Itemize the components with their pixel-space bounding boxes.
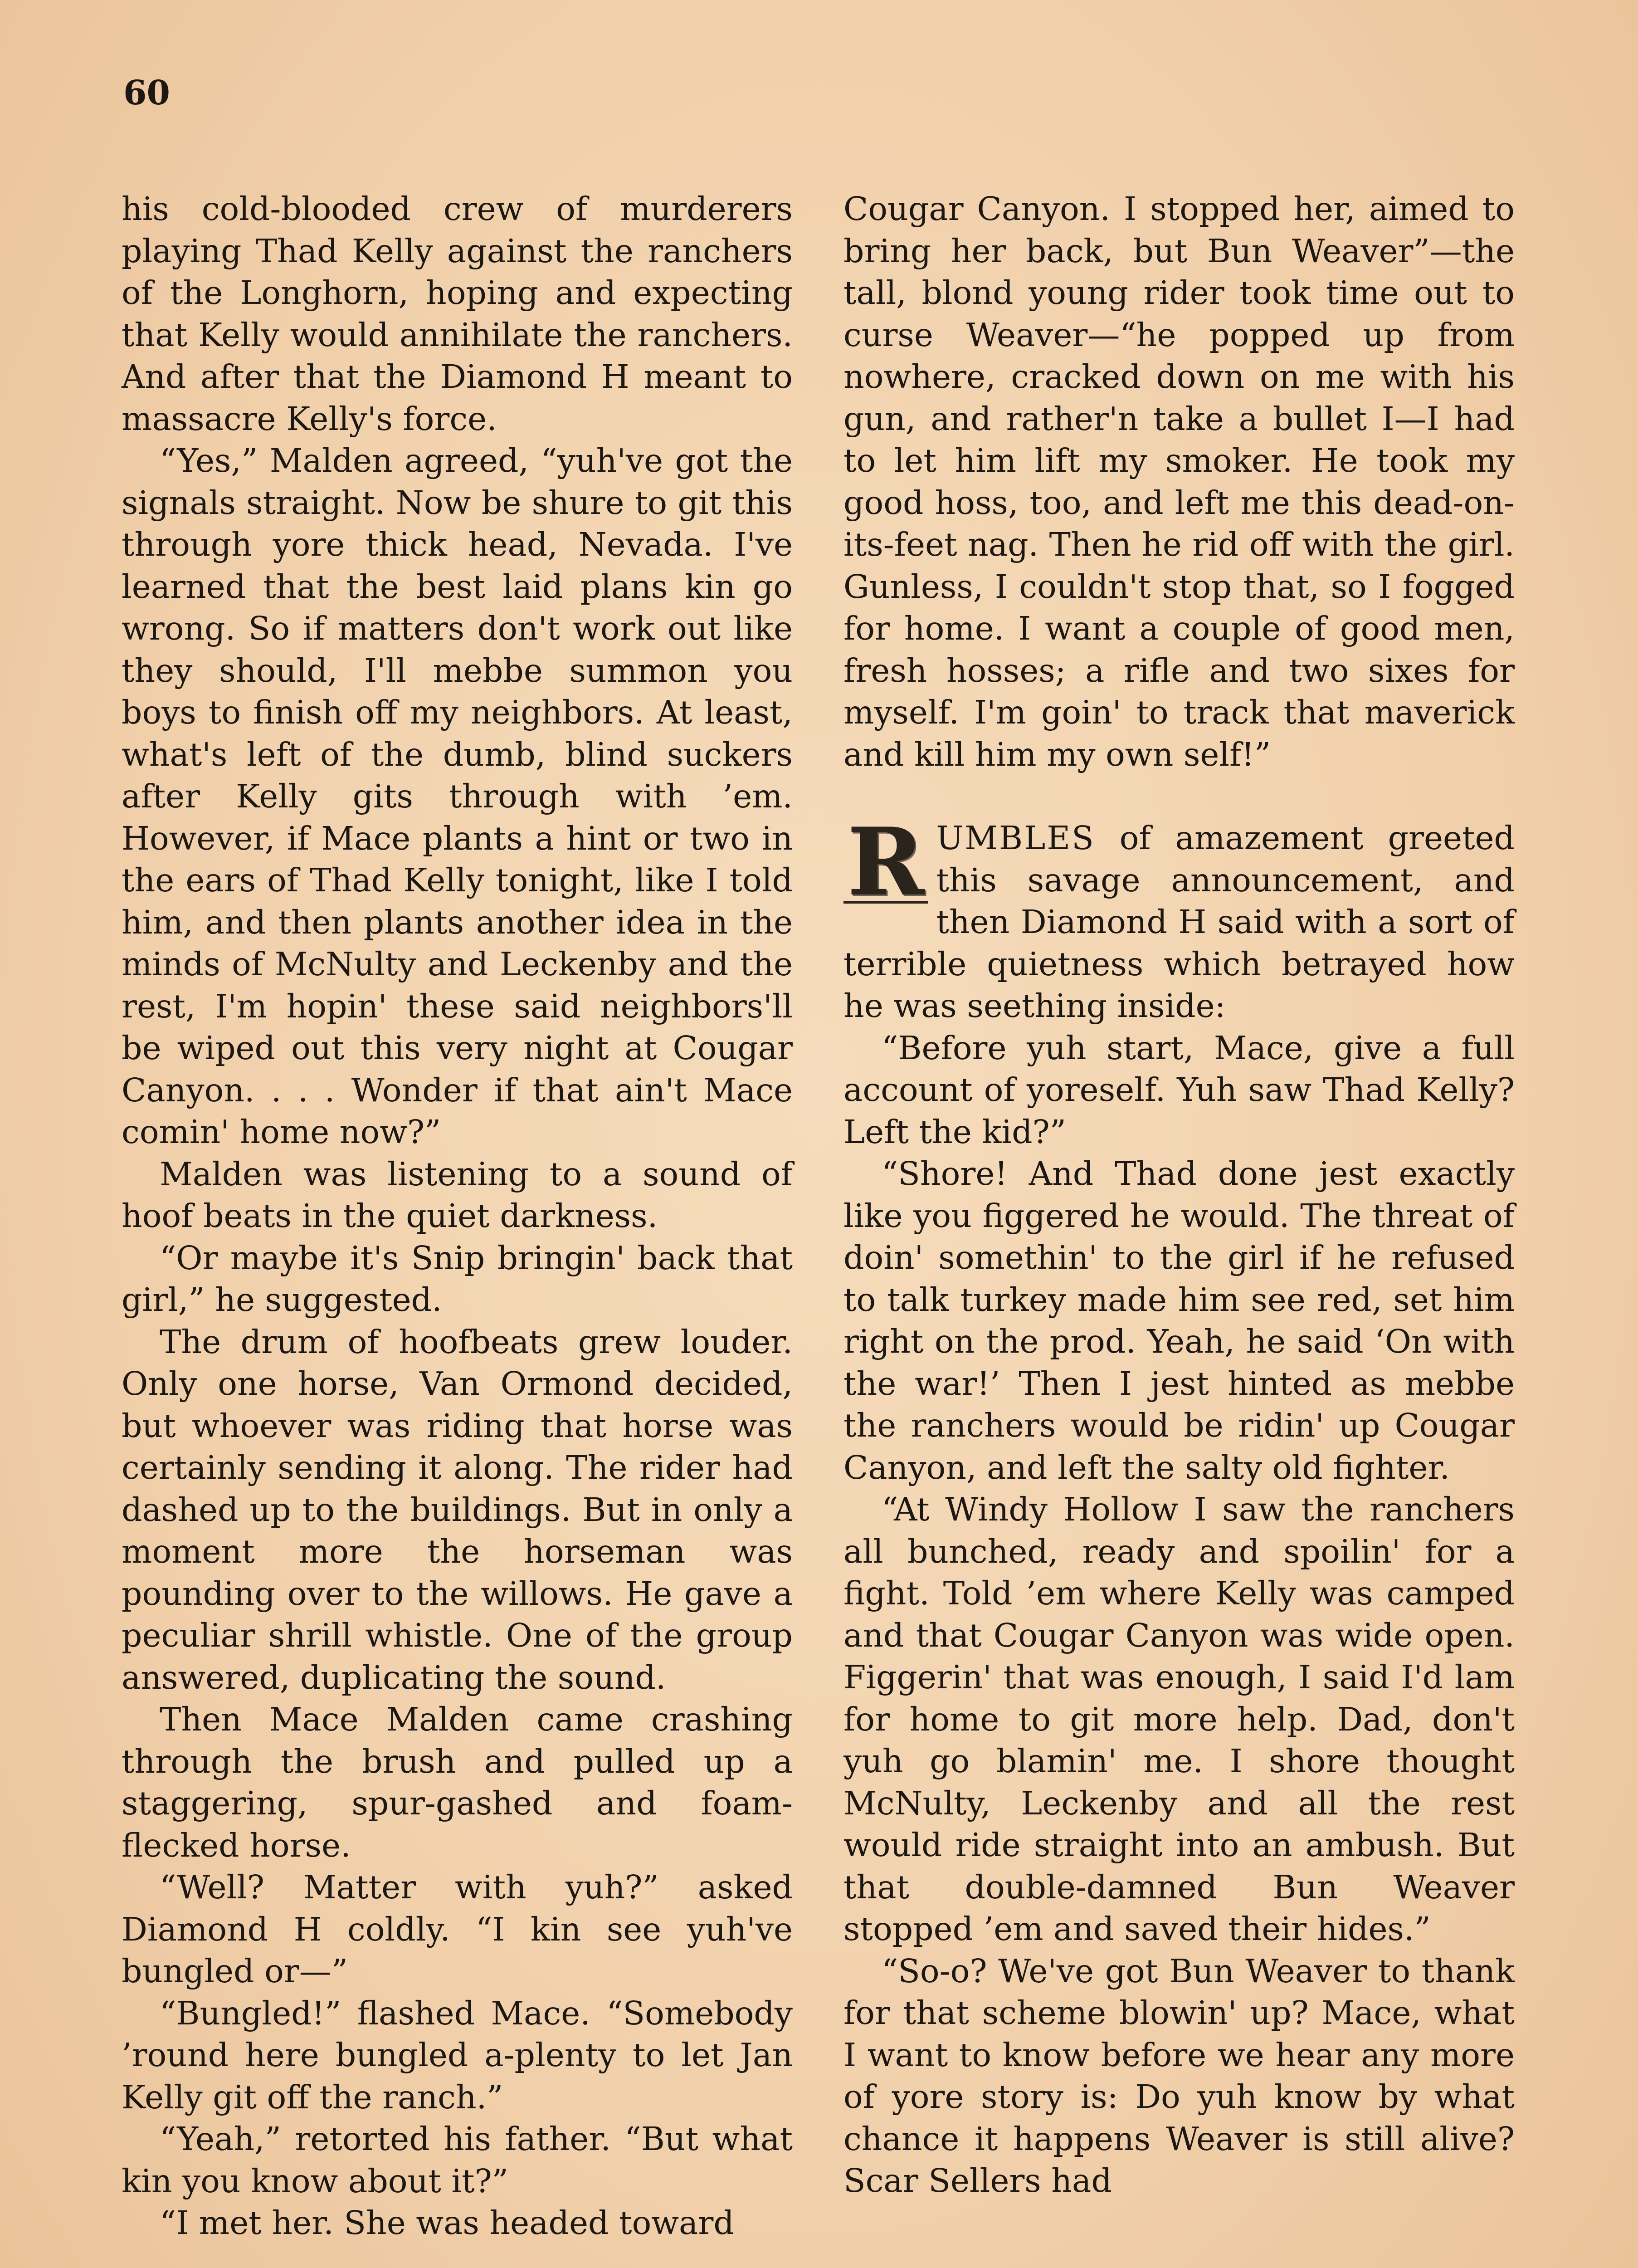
paragraph-text: of amazement greeted this savage announcement, and then Diamond H said with a sort of terrible quietness which betrayed how he was seething inside: <box>843 819 1515 1025</box>
paragraph: Then Mace Malden came crashing through the brush and pulled up a staggering, spur-gashed and foam-flecked horse. <box>122 1701 793 1864</box>
paragraph: “Bungled!” flashed Mace. “Somebody ’round here bungled a-plenty to let Jan Kelly git off the ranch.” <box>122 1994 793 2116</box>
left-column <box>122 188 793 2244</box>
paragraph: “Or maybe it's Snip bringin' back that girl,” he suggested. <box>122 1239 793 1319</box>
paragraph: “Yes,” Malden agreed, “yuh've got the signals straight. Now be shure to git this through yore thick head, Nevada. I've learned that the best laid plans kin go wrong. So if matters don't work out like they should, I'll mebbe summon you boys to finish off my neighbors. At least, what's left of the dumb, blind suckers after Kelly gits through with ’em. However, if Mace plants a hint or two in the ears of Thad Kelly tonight, like I told him, and then plants another idea in the minds of McNulty and Leckenby and the rest, I'm hopin' these said neighbors'll be wiped out this very night at Cougar Canyon. . . . Wonder if that ain't Mace comin' home now?” <box>122 442 793 1151</box>
paragraph: his cold-blooded crew of murderers playing Thad Kelly against the ranchers of the Longhorn, hoping and expecting that Kelly would annihilate the ranchers. And after that the Diamond H meant to massacre Kelly's force. <box>122 190 793 438</box>
drop-cap-letter: R <box>843 824 928 904</box>
paragraph: “Shore! And Thad done jest exactly like you figgered he would. The threat of doin' somethin' to the girl if he refused to talk turkey made him see red, set him right on the prod. Yeah, he said ‘On with the war!’ Then I jest hinted as mebbe the ranchers would be ridin' up Cougar Canyon, and left the salty old fighter. <box>843 1155 1515 1486</box>
paragraph: “I met her. She was headed toward <box>160 2204 734 2242</box>
paragraph: “Before yuh start, Mace, give a full account of yoreself. Yuh saw Thad Kelly? Left the kid?” <box>843 1029 1515 1151</box>
page-number: 60 <box>123 73 170 112</box>
drop-cap-lead-word: UMBLES <box>936 819 1095 857</box>
paragraph: “Yeah,” retorted his father. “But what kin you know about it?” <box>122 2120 793 2200</box>
paragraph: “Well? Matter with yuh?” asked Diamond H coldly. “I kin see yuh've bungled or—” <box>122 1868 793 1990</box>
paragraph: The drum of hoofbeats grew louder. Only one horse, Van Ormond decided, but whoever was riding that horse was certainly sending it along. The rider had dashed up to the buildings. But in only a moment more the horseman was pounding over to the willows. He gave a peculiar shrill whistle. One of the group answered, duplicating the sound. <box>122 1323 793 1696</box>
paragraph: Malden was listening to a sound of hoof beats in the quiet darkness. <box>122 1155 793 1235</box>
paragraph: Cougar Canyon. I stopped her, aimed to bring her back, but Bun Weaver”—the tall, blond young rider took time out to curse Weaver—“he popped up from nowhere, cracked down on me with his gun, and rather'n take a bullet I—I had to let him lift my smoker. He took my good hoss, too, and left me this dead-on-its-feet nag. Then he rid off with the girl. Gunless, I couldn't stop that, so I fogged for home. I want a couple of good men, fresh hosses; a rifle and two sixes for myself. I'm goin' to track that maverick and kill him my own self!” <box>843 190 1515 773</box>
paragraph: “So-o? We've got Bun Weaver to thank for that scheme blowin' up? Mace, what I want to know before we hear any more of yore story is: Do yuh know by what chance it happens Weaver is still alive? Scar Sellers had <box>843 1952 1515 2200</box>
paragraph: “At Windy Hollow I saw the ranchers all bunched, ready and spoilin' for a fight. Told ’em where Kelly was camped and that Cougar Canyon was wide open. Figgerin' that was enough, I said I'd lam for home to git more help. Dad, don't yuh go blamin' me. I shore thought McNulty, Leckenby and all the rest would ride straight into an ambush. But that double-damned Bun Weaver stopped ’em and saved their hides.” <box>843 1491 1515 1948</box>
section-start-paragraph <box>843 808 1515 1027</box>
right-column <box>843 188 1515 2202</box>
